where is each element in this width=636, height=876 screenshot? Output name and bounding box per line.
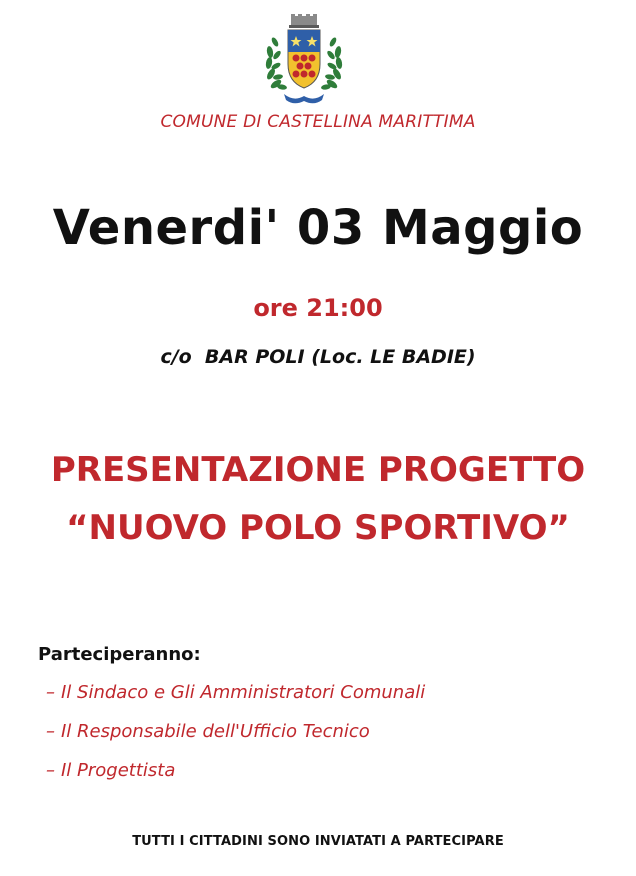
event-venue: c/o BAR POLI (Loc. LE BADIE) <box>160 346 476 368</box>
coat-of-arms-icon <box>258 14 350 106</box>
event-date: Venerdi' 03 Maggio <box>52 200 584 256</box>
dash-bullet: – <box>46 760 55 781</box>
participant-text: Il Progettista <box>61 760 176 781</box>
comune-name: COMUNE DI CASTELLINA MARITTIMA <box>160 112 476 132</box>
participants-label: Parteciperanno: <box>38 644 201 665</box>
title-line-1: PRESENTAZIONE PROGETTO <box>50 450 586 490</box>
participant-text: Il Responsabile dell'Ufficio Tecnico <box>61 721 370 742</box>
participant-item <box>46 680 425 719</box>
event-time: ore 21:00 <box>253 294 383 322</box>
footer-invitation: TUTTI I CITTADINI SONO INVIATATI A PARTECIPARE <box>132 834 504 849</box>
dash-bullet: – <box>46 721 55 742</box>
participant-item <box>46 758 425 797</box>
dash-bullet: – <box>46 682 55 703</box>
participants-list <box>46 680 425 797</box>
participant-item <box>46 719 425 758</box>
participant-text: Il Sindaco e Gli Amministratori Comunali <box>61 682 426 703</box>
title-line-2: “NUOVO POLO SPORTIVO” <box>66 508 570 548</box>
